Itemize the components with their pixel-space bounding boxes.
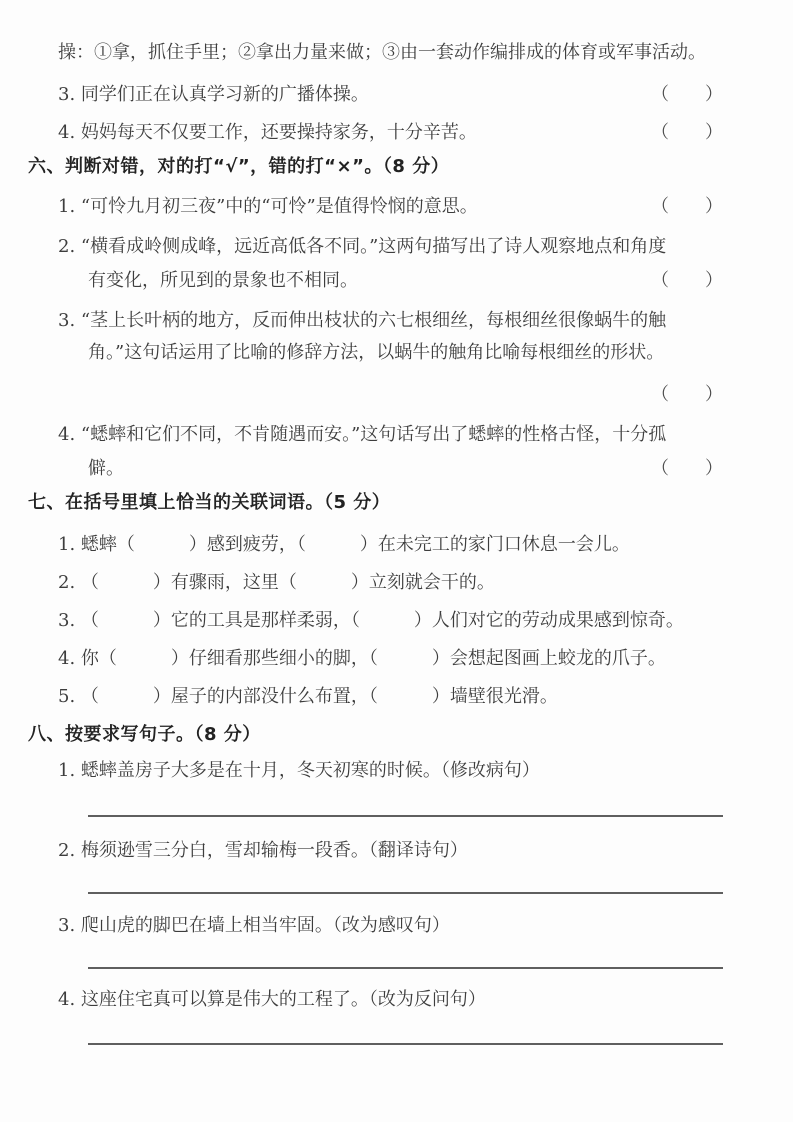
emphasis-char: 操	[333, 80, 351, 110]
answer-blank-line	[88, 815, 723, 817]
question-text: 僻。	[88, 458, 124, 479]
question-item: 1. 蟋蟀（ ）感到疲劳，（ ）在未完工的家门口休息一会儿。	[58, 534, 630, 555]
question-text: 4. 妈妈每天不仅要工作，还要操持家务，十分辛苦。	[58, 118, 477, 148]
question-text: 2. “横看成岭侧成峰，远近高低各不同。”这两句描写出了诗人观察地点和角度	[58, 236, 667, 257]
question-item	[58, 192, 723, 222]
answer-bracket: （ ）	[651, 84, 723, 105]
answer-bracket: （ ）	[651, 196, 723, 217]
section-header-six: 六、判断对错，对的打“√”，错的打“×”。（8 分）	[28, 156, 450, 177]
answer-bracket: （ ）	[651, 384, 723, 405]
definition-note: 操：①拿，抓住手里；②拿出力量来做；③由一套动作编排成的体育或军事活动。	[58, 42, 706, 63]
question-text: 3. 同学们正在认真学习新的广播体操。	[58, 80, 369, 110]
question-item: 4. 你（ ）仔细看那些细小的脚，（ ）会想起图画上蛟龙的爪子。	[58, 648, 666, 669]
section-header-seven: 七、在括号里填上恰当的关联词语。（5 分）	[28, 492, 391, 513]
question-item	[28, 454, 723, 484]
question-item: 1. 蟋蟀盖房子大多是在十月，冬天初寒的时候。（修改病句）	[58, 760, 540, 781]
question-item	[58, 80, 723, 110]
question-text: 1. “可怜九月初三夜”中的“可怜”是值得怜悯的意思。	[58, 196, 478, 217]
emphasis-char: 操	[297, 118, 315, 148]
question-text: 角。”这句话运用了比喻的修辞方法，以蜗牛的触角比喻每根细丝的形状。	[88, 342, 665, 363]
question-text: 4. “蟋蟀和它们不同，不肯随遇而安。”这句话写出了蟋蟀的性格古怪，十分孤	[58, 424, 667, 445]
answer-blank-line	[88, 892, 723, 894]
question-item: 5. （ ）屋子的内部没什么布置，（ ）墙壁很光滑。	[58, 686, 558, 707]
question-item	[28, 266, 723, 296]
question-item: 3. 爬山虎的脚巴在墙上相当牢固。（改为感叹句）	[58, 915, 450, 936]
answer-blank-line	[88, 1043, 723, 1045]
question-text: 有变化，所见到的景象也不相同。	[88, 270, 358, 291]
question-item: 2. 梅须逊雪三分白，雪却输梅一段香。（翻译诗句）	[58, 840, 468, 861]
question-item: 3. （ ）它的工具是那样柔弱，（ ）人们对它的劳动成果感到惊奇。	[58, 610, 684, 631]
question-item: 2. （ ）有骤雨，这里（ ）立刻就会干的。	[58, 572, 495, 593]
question-text: 3. “茎上长叶柄的地方，反而伸出枝状的六七根细丝，每根细丝很像蜗牛的触	[58, 310, 667, 331]
answer-bracket: （ ）	[651, 270, 723, 291]
answer-bracket: （ ）	[651, 458, 723, 479]
question-item: 4. 这座住宅真可以算是伟大的工程了。（改为反问句）	[58, 989, 486, 1010]
section-header-eight: 八、按要求写句子。（8 分）	[28, 724, 261, 745]
question-item	[28, 380, 723, 410]
answer-bracket: （ ）	[651, 122, 723, 143]
question-item	[58, 118, 723, 148]
answer-blank-line	[88, 967, 723, 969]
